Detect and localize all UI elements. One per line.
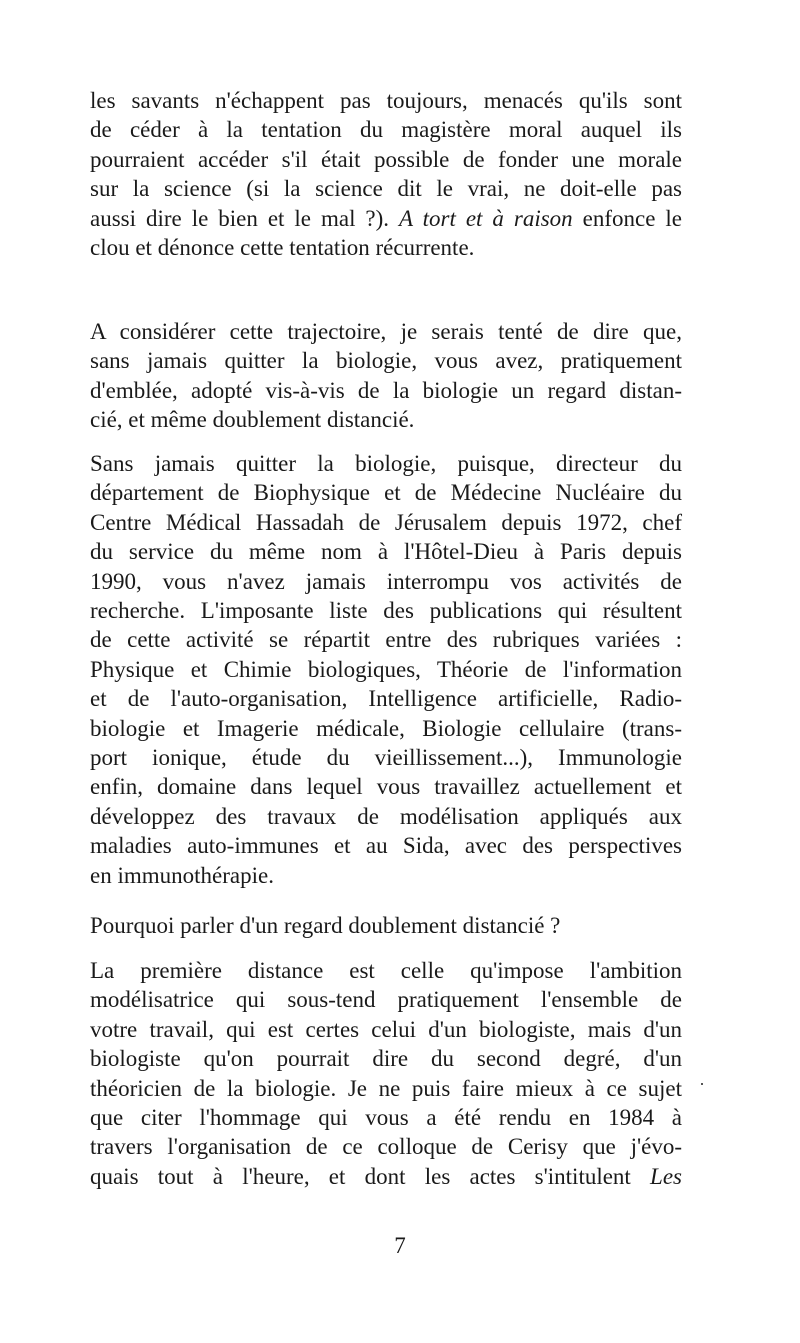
book-title-italic: A tort et à raison <box>399 205 573 231</box>
text-fragment: quais tout à l'heure, et dont les actes s'intitulent <box>90 1163 651 1189</box>
text-line: recherche. L'imposante liste des publications qui résultent <box>90 598 682 624</box>
text-line: Pourquoi parler d'un regard doublement distancié ? <box>90 913 561 938</box>
text-line: 1990, vous n'avez jamais interrompu vos activités de <box>90 568 682 594</box>
text-line: développez des travaux de modélisation appliqués aux <box>90 803 682 829</box>
text-line: pourraient accéder s'il était possible de fonder une morale <box>90 146 682 172</box>
text-line: Centre Médical Hassadah de Jérusalem depuis 1972, chef <box>90 509 682 535</box>
paragraph-question <box>90 911 682 940</box>
text-line: sans jamais quitter la biologie, vous avez, pratiquement <box>90 348 682 374</box>
text-line: département de Biophysique et de Médecine Nucléaire du <box>90 480 682 506</box>
scan-speck <box>701 1083 703 1085</box>
text-line: votre travail, qui est certes celui d'un biologiste, mais d'un <box>90 1016 682 1042</box>
text-line: du service du même nom à l'Hôtel-Dieu à Paris depuis <box>90 539 682 565</box>
text-line: théoricien de la biologie. Je ne puis faire mieux à ce sujet <box>90 1075 682 1101</box>
paragraph-premiere-distance <box>90 956 682 1191</box>
text-line: que citer l'hommage qui vous a été rendu en 1984 à <box>90 1105 682 1131</box>
text-line: maladies auto-immunes et au Sida, avec des perspectives <box>90 833 682 859</box>
text-line-with-title <box>90 204 682 233</box>
text-line: biologiste qu'on pourrait dire du second degré, d'un <box>90 1046 682 1072</box>
text-line: travers l'organisation de ce colloque de Cerisy que j'évo- <box>90 1134 682 1160</box>
text-line: les savants n'échappent pas toujours, menacés qu'ils sont <box>90 88 682 113</box>
text-line: modélisatrice qui sous-tend pratiquement l'ensemble de <box>90 987 682 1013</box>
text-line: cié, et même doublement distancié. <box>90 407 415 433</box>
text-line: d'emblée, adopté vis-à-vis de la biologie un regard distan- <box>90 377 682 403</box>
text-line: et de l'auto-organisation, Intelligence artificielle, Radio- <box>90 686 682 712</box>
text-line: en immunothérapie. <box>90 862 274 888</box>
text-fragment: aussi dire le bien et le mal ?). <box>90 205 400 231</box>
text-line: biologie et Imagerie médicale, Biologie cellulaire (trans- <box>90 715 682 741</box>
text-line-with-title <box>90 1162 682 1191</box>
text-line: de céder à la tentation du magistère moral auquel ils <box>90 117 682 143</box>
text-line: La première distance est celle qu'impose l'ambition <box>90 958 682 983</box>
text-line: sur la science (si la science dit le vrai, ne doit-elle pas <box>90 176 682 202</box>
text-line: de cette activité se répartit entre des rubriques variées : <box>90 627 682 653</box>
paragraph-savants <box>90 86 682 262</box>
text-line: port ionique, étude du vieillissement...), Immunologie <box>90 745 682 771</box>
book-title-italic: Les <box>650 1163 682 1189</box>
paragraph-trajectoire <box>90 317 682 435</box>
text-fragment: enfonce le <box>572 205 682 231</box>
text-line: clou et dénonce cette tentation récurrente. <box>90 235 475 261</box>
text-line: Sans jamais quitter la biologie, puisque, directeur du <box>90 451 682 476</box>
text-line: Physique et Chimie biologiques, Théorie de l'information <box>90 656 682 682</box>
paragraph-biologie <box>90 449 682 890</box>
text-line: A considérer cette trajectoire, je serais tenté de dire que, <box>90 319 682 344</box>
page-number: 7 <box>394 1233 406 1258</box>
text-line: enfin, domaine dans lequel vous travaillez actuellement et <box>90 774 682 800</box>
